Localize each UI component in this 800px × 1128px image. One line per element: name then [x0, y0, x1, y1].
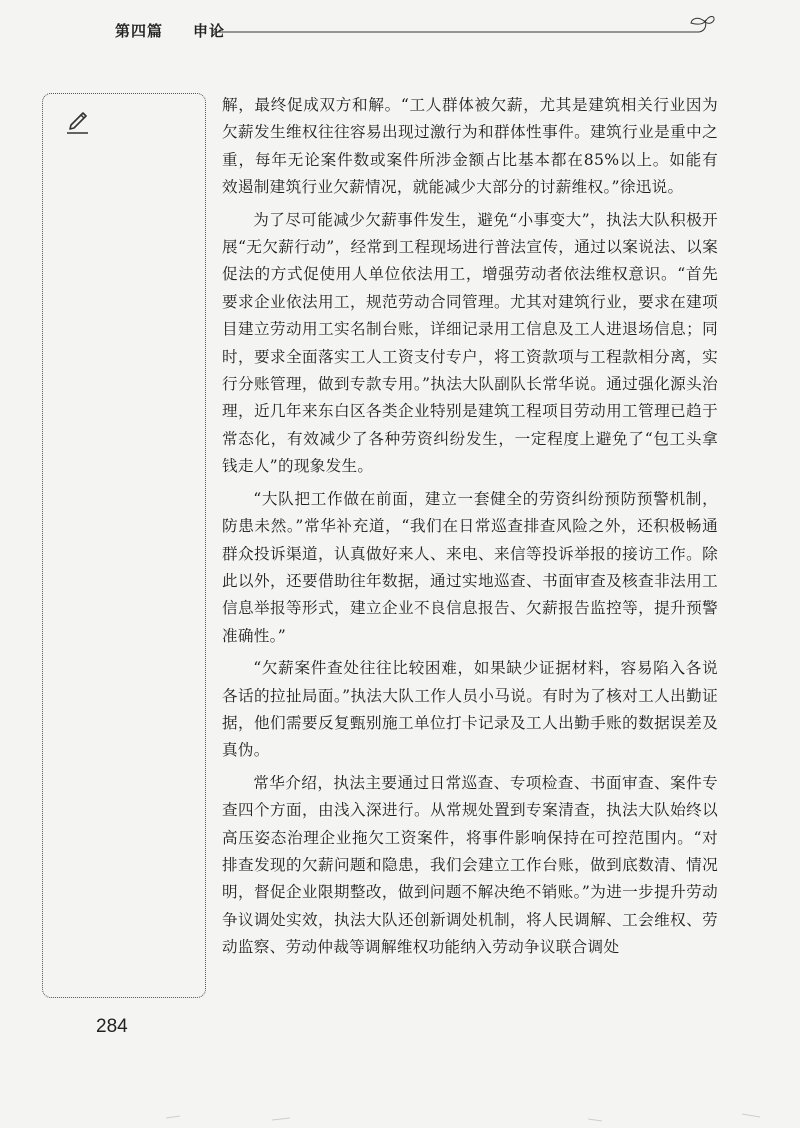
paragraph-2: 为了尽可能减少欠薪事件发生，避免“小事变大”，执法大队积极开展“无欠薪行动”，经常到工程现场进行普法宣传，通过以案说法、以案促法的方式促使用人单位依法用工，增强劳动者依法维权意识。“首先要求企业依法用工，规范劳动合同管理。尤其对建筑行业，要求在建项目建立劳动用工实名制台账，详细记录用工信息及工人进退场信息；同时，要求全面落实工人工资支付专户，将工资款项与工程款相分离，实行分账管理，做到专款专用。”执法大队副队长常华说。通过强化源头治理，近几年来东白区各类企业特别是建筑工程项目劳动用工管理已趋于常态化，有效减少了各种劳资纠纷发生，一定程度上避免了“包工头拿钱走人”的现象发生。 [222, 210, 718, 476]
notes-sidebar [42, 93, 206, 998]
article-body [222, 92, 718, 967]
paragraph-5: 常华介绍，执法主要通过日常巡查、专项检查、书面审查、案件专查四个方面，由浅入深进行。从常规处置到专案清查，执法大队始终以高压姿态治理企业拖欠工资案件，将事件影响保持在可控范围内。“对排查发现的欠薪问题和隐患，我们会建立工作台账，做到底数清、情况明，督促企业限期整改，做到问题不解决绝不销账。”为进一步提升劳动争议调处实效，执法大队还创新调处机制，将人民调解、工会维权、劳动监察、劳动仲裁等调解维权功能纳入劳动争议联合调处 [222, 773, 718, 957]
paragraph-1: 解，最终促成双方和解。“工人群体被欠薪，尤其是建筑相关行业因为欠薪发生维权往往容易出现过激行为和群体性事件。建筑行业是重中之重，每年无论案件数或案件所涉金额占比基本都在85%以上。如能有效遏制建筑行业欠薪情况，就能减少大部分的讨薪维权。”徐迅说。 [222, 96, 718, 197]
header-section-label: 第四篇 [115, 22, 164, 40]
header-title: 申论 [193, 22, 226, 40]
paragraph-3: “大队把工作做在前面，建立一套健全的劳资纠纷预防预警机制，防患未然。”常华补充道，“我们在日常巡查排查风险之外，还积极畅通群众投诉渠道，认真做好来人、来电、来信等投诉举报的接访工作。除此以外，还要借助往年数据，通过实地巡查、书面审查及核查非法用工信息举报等形式，建立企业不良信息报告、欠薪报告监控等，提升预警准确性。” [222, 489, 718, 645]
page-number: 284 [96, 1016, 128, 1037]
paragraph-4: “欠薪案件查处往往比较困难，如果缺少证据材料，容易陷入各说各话的拉扯局面。”执法大队工作人员小马说。有时为了核对工人出勤证据，他们需要反复甄别施工单位打卡记录及工人出勤手账的数据误差及真伪。 [222, 659, 718, 760]
scan-artifact-edge [0, 1108, 800, 1128]
page-header [115, 14, 715, 44]
pen-icon [63, 106, 93, 136]
header-rule-sprout-icon [213, 14, 715, 44]
